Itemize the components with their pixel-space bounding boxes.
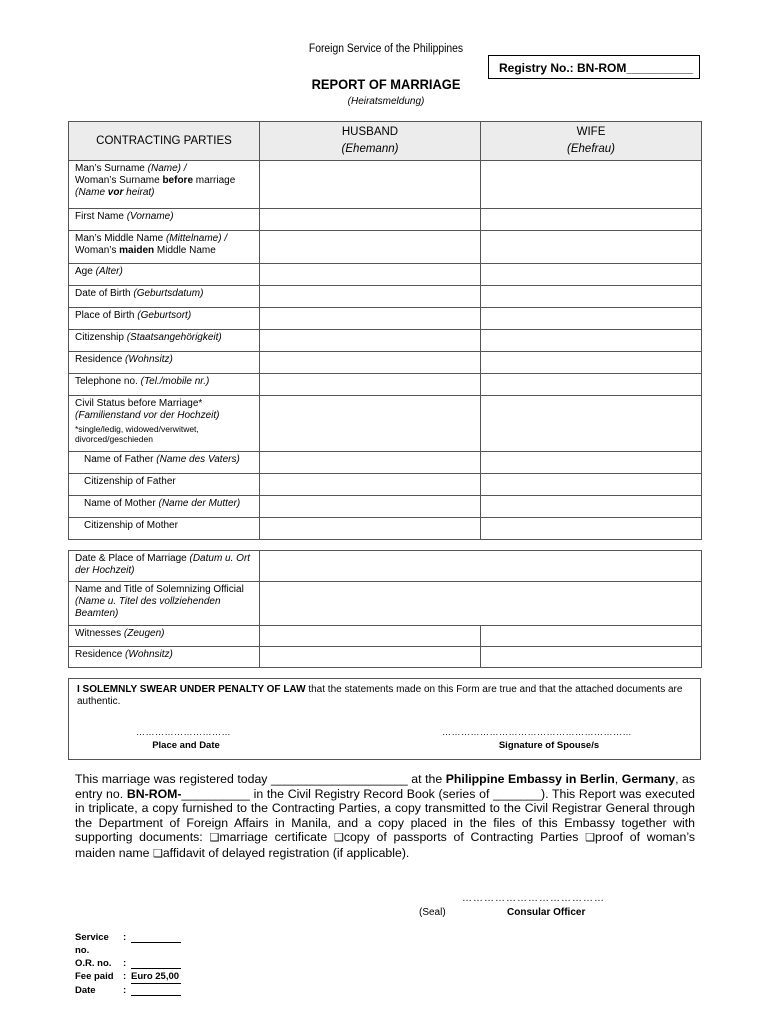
husband-label: HUSBAND <box>341 126 399 138</box>
table-row <box>69 551 702 582</box>
place-date-line[interactable]: ………………………… <box>136 727 231 737</box>
wife-residence-field[interactable] <box>481 352 702 374</box>
husband-label-de: (Ehemann) <box>341 143 399 155</box>
signature-line[interactable]: …………………………………………………… <box>442 727 632 737</box>
table-row <box>69 452 702 474</box>
date-place-field[interactable] <box>260 551 702 582</box>
table-row <box>69 496 702 518</box>
table-row <box>69 518 702 540</box>
officiant-field[interactable] <box>260 582 702 626</box>
residence-label: Residence (Wohnsitz) <box>69 352 260 374</box>
table-row <box>69 582 702 626</box>
dob-label: Date of Birth (Geburtsdatum) <box>69 286 260 308</box>
husband-mother-name-field[interactable] <box>260 496 481 518</box>
table-row <box>69 209 702 231</box>
husband-father-name-field[interactable] <box>260 452 481 474</box>
opt-delayed-registration: affidavit of delayed registration (if applicable). <box>162 845 410 860</box>
husband-mother-citizenship-field[interactable] <box>260 518 481 540</box>
table-row <box>69 474 702 496</box>
wife-age-field[interactable] <box>481 264 702 286</box>
wife-father-name-field[interactable] <box>481 452 702 474</box>
series-blank[interactable]: _______ <box>493 786 541 801</box>
witness-2-residence-field[interactable] <box>481 647 702 668</box>
husband-first-name-field[interactable] <box>260 209 481 231</box>
form-title: REPORT OF MARRIAGE <box>311 76 461 92</box>
husband-pob-field[interactable] <box>260 308 481 330</box>
checkbox-icon[interactable]: ❑ <box>585 832 595 845</box>
service-no-field[interactable] <box>131 931 181 943</box>
consular-signature-line[interactable]: ………………………………… <box>462 893 605 904</box>
oath-box <box>68 678 701 760</box>
consular-officer-label: Consular Officer <box>507 907 586 918</box>
officiant-label: Name and Title of Solemnizing Official (Name u. Titel des vollziehenden Beamten) <box>69 582 260 626</box>
wife-dob-field[interactable] <box>481 286 702 308</box>
wife-first-name-field[interactable] <box>481 209 702 231</box>
table-row <box>69 396 702 452</box>
fees-block: Service no. : O.R. no. : Fee paid : Euro 25,00 Date : <box>75 932 180 996</box>
citizenship-label: Citizenship (Staatsangehörigkeit) <box>69 330 260 352</box>
wife-header <box>481 122 702 161</box>
table-row <box>69 231 702 264</box>
opt-maiden-name-proof: proof of woman’s maiden name <box>75 830 696 860</box>
registration-date-blank[interactable]: ____________________ <box>270 772 408 786</box>
registration-paragraph: This marriage was registered today ____________________ at the Philippine Embassy in Berlin, Germany, as entry no. BN-ROM-__________ in the Civil Registry Record Book (series of _______). This Report was executed in triplicate, a copy furnished to the Contracting Parties, a copy transmitted to the Civil Registrar General through the Department of Foreign Affairs in Manila, and a copy placed in the files of this Embassy together with supporting documents: ❑marriage certificate ❑copy of passports of Contracting Parties ❑proof of woman’s maiden name ❑affidavit of delayed registration (if applicable). <box>75 772 696 860</box>
form-subtitle: (Heiratsmeldung) <box>347 96 425 107</box>
table-row <box>69 626 702 647</box>
middle-name-label: Man’s Middle Name (Mittelname) / Woman’s maiden Middle Name <box>69 231 260 264</box>
contracting-parties-header: CONTRACTING PARTIES <box>69 122 260 161</box>
registry-number-box[interactable]: Registry No.: BN-ROM__________ <box>488 55 700 79</box>
wife-pob-field[interactable] <box>481 308 702 330</box>
or-no-field[interactable] <box>131 957 181 969</box>
fee-paid-value: Euro 25,00 <box>131 971 180 982</box>
husband-middle-name-field[interactable] <box>260 231 481 264</box>
service-no-label: Service no. <box>75 932 109 956</box>
husband-citizenship-field[interactable] <box>260 330 481 352</box>
husband-civil-status-field[interactable] <box>260 396 481 452</box>
fee-paid-label: Fee paid <box>75 971 114 982</box>
age-label: Age (Alter) <box>69 264 260 286</box>
wife-mother-name-field[interactable] <box>481 496 702 518</box>
witness-2-field[interactable] <box>481 626 702 647</box>
wife-mother-citizenship-field[interactable] <box>481 518 702 540</box>
wife-telephone-field[interactable] <box>481 374 702 396</box>
husband-telephone-field[interactable] <box>260 374 481 396</box>
table-row <box>69 286 702 308</box>
oath-text: I SOLEMNLY SWEAR UNDER PENALTY OF LAW that the statements made on this Form are true and that the attached documents are authentic. <box>77 684 683 707</box>
mother-citizenship-label: Citizenship of Mother <box>69 518 260 540</box>
father-citizenship-label: Citizenship of Father <box>69 474 260 496</box>
witness-residence-label: Residence (Wohnsitz) <box>69 647 260 668</box>
husband-age-field[interactable] <box>260 264 481 286</box>
wife-label-de: (Ehefrau) <box>567 143 615 155</box>
husband-header <box>260 122 481 161</box>
signature-label: Signature of Spouse/s <box>498 740 600 751</box>
table-row <box>69 647 702 668</box>
checkbox-icon[interactable]: ❑ <box>333 832 344 845</box>
place-date-label: Place and Date <box>152 740 220 751</box>
table-row <box>69 352 702 374</box>
father-name-label: Name of Father (Name des Vaters) <box>69 452 260 474</box>
wife-middle-name-field[interactable] <box>481 231 702 264</box>
pob-label: Place of Birth (Geburtsort) <box>69 308 260 330</box>
checkbox-icon[interactable]: ❑ <box>152 847 163 860</box>
issuer-heading: Foreign Service of the Philippines <box>308 43 464 55</box>
date-place-label: Date & Place of Marriage (Datum u. Ort der Hochzeit) <box>69 551 260 582</box>
mother-name-label: Name of Mother (Name der Mutter) <box>69 496 260 518</box>
civil-status-note: *single/ledig, widowed/verwitwet, divorced/geschieden <box>75 424 199 444</box>
first-name-label: First Name (Vorname) <box>69 209 260 231</box>
surname-label: Man’s Surname (Name) / Woman’s Surname before marriage (Name vor heirat) <box>69 161 260 209</box>
table-row <box>69 264 702 286</box>
husband-dob-field[interactable] <box>260 286 481 308</box>
table-row <box>69 161 702 209</box>
or-no-label: O.R. no. <box>75 958 112 969</box>
witness-1-field[interactable] <box>260 626 481 647</box>
opt-passports: copy of passports of Contracting Parties <box>343 830 579 845</box>
wife-citizenship-field[interactable] <box>481 330 702 352</box>
witness-1-residence-field[interactable] <box>260 647 481 668</box>
wife-father-citizenship-field[interactable] <box>481 474 702 496</box>
table-row <box>69 330 702 352</box>
husband-surname-field[interactable] <box>260 161 481 209</box>
wife-surname-field[interactable] <box>481 161 702 209</box>
seal-label: (Seal) <box>419 907 446 918</box>
wife-label: WIFE <box>576 126 606 138</box>
date-field[interactable] <box>131 984 181 996</box>
entry-no-blank[interactable]: __________ <box>181 786 250 801</box>
table-row <box>69 308 702 330</box>
witnesses-label: Witnesses (Zeugen) <box>69 626 260 647</box>
civil-status-label: Civil Status before Marriage* (Familienstand vor der Hochzeit) *single/ledig, widowed/verwitwet, divorced/geschieden <box>69 396 260 452</box>
date-label: Date <box>75 985 96 996</box>
husband-father-citizenship-field[interactable] <box>260 474 481 496</box>
marriage-details-table <box>68 550 702 668</box>
contracting-parties-table <box>68 121 702 540</box>
husband-residence-field[interactable] <box>260 352 481 374</box>
opt-marriage-certificate: marriage certificate <box>219 830 328 845</box>
wife-civil-status-field[interactable] <box>481 396 702 452</box>
checkbox-icon[interactable]: ❑ <box>209 832 220 845</box>
table-row <box>69 374 702 396</box>
telephone-label: Telephone no. (Tel./mobile nr.) <box>69 374 260 396</box>
